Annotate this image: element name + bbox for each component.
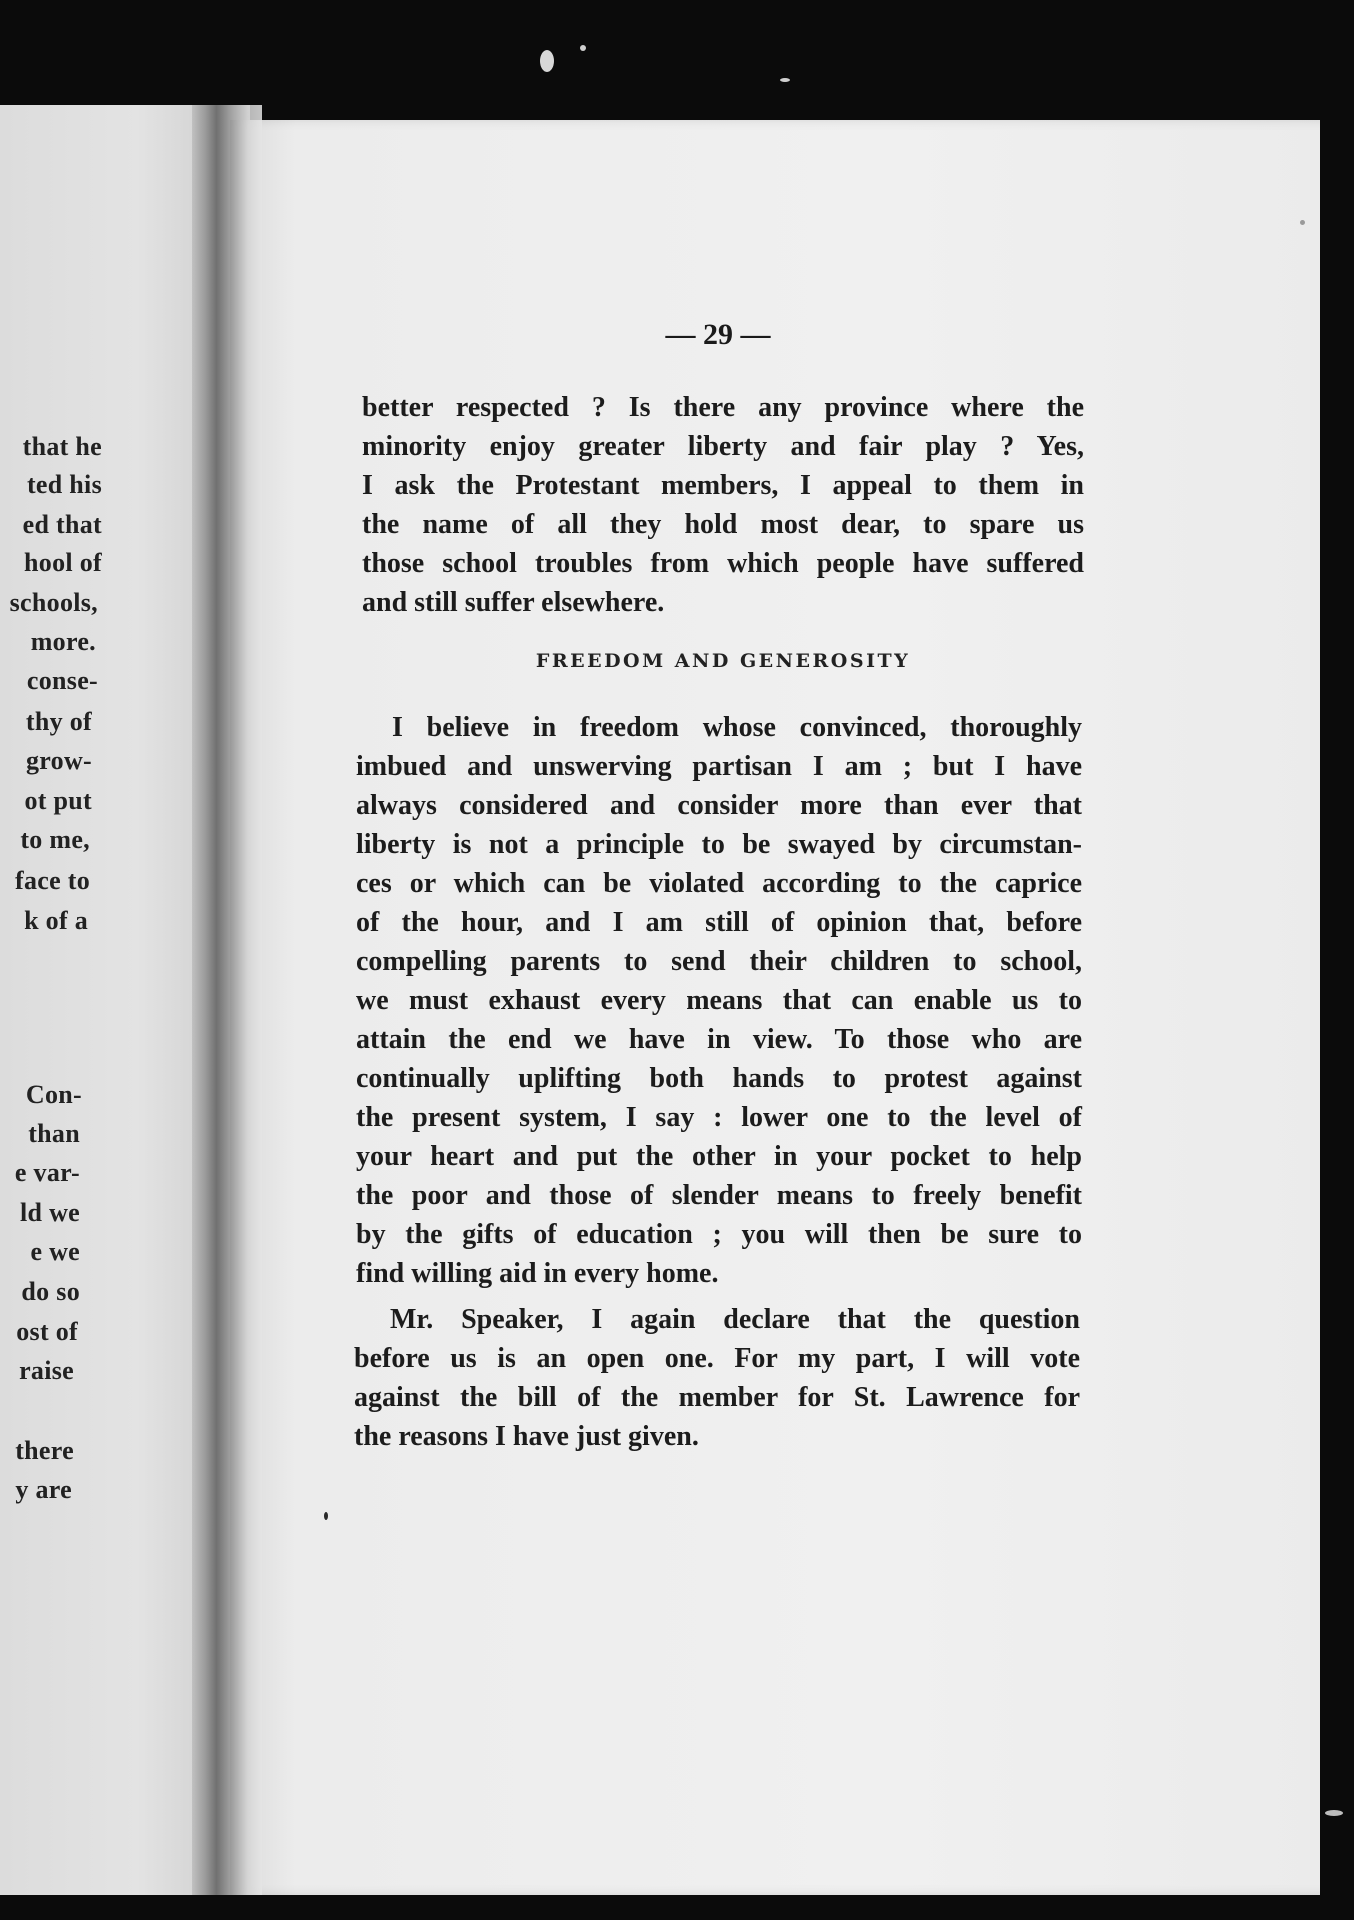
left-page-line: than <box>28 1119 80 1148</box>
text-line: your heart and put the other in your pocket to help <box>356 1141 1082 1172</box>
left-page-line: do so <box>21 1277 80 1306</box>
text-line: attain the end we have in view. To those who are <box>356 1024 1082 1055</box>
text-line: liberty is not a principle to be swayed by circumstan- <box>356 829 1082 860</box>
paragraph-closing <box>354 1300 1080 1456</box>
left-page-line: ed that <box>22 510 102 539</box>
text-line: against the bill of the member for St. Lawrence for <box>354 1382 1080 1413</box>
left-page-line: more. <box>30 627 96 656</box>
left-page-line: e var- <box>14 1158 80 1187</box>
dust-speck <box>540 50 554 72</box>
text-line: by the gifts of education ; you will then be sure to <box>356 1219 1082 1250</box>
text-line: the name of all they hold most dear, to spare us <box>362 509 1084 540</box>
dust-speck <box>780 78 790 82</box>
left-page-line: ot put <box>24 786 92 815</box>
paragraph-freedom <box>356 708 1082 1293</box>
left-page-line: there <box>15 1436 74 1465</box>
text-line: we must exhaust every means that can enable us to <box>356 985 1082 1016</box>
text-line: and still suffer elsewhere. <box>362 587 665 618</box>
left-page-line: y are <box>15 1475 72 1504</box>
left-page-line: k of a <box>24 906 88 935</box>
text-line: the present system, I say : lower one to the level of <box>356 1102 1082 1133</box>
dust-speck <box>580 45 586 51</box>
text-line: I ask the Protestant members, I appeal to them in <box>362 470 1084 501</box>
text-line: those school troubles from which people have suffered <box>362 548 1084 579</box>
text-line: imbued and unswerving partisan I am ; but I have <box>356 751 1082 782</box>
text-line: the reasons I have just given. <box>354 1421 699 1452</box>
left-page-line: to me, <box>20 825 90 854</box>
book-gutter <box>192 105 262 1895</box>
text-line: continually uplifting both hands to protest against <box>356 1063 1082 1094</box>
text-line: always considered and consider more than ever that <box>356 790 1082 821</box>
left-page-line: face to <box>15 866 90 895</box>
left-page-line: grow- <box>25 746 92 775</box>
text-line: ces or which can be violated according to the caprice <box>356 868 1082 899</box>
text-line: before us is an open one. For my part, I will vote <box>354 1343 1080 1374</box>
ink-speck <box>324 1512 328 1520</box>
text-line: Mr. Speaker, I again declare that the question <box>390 1304 1080 1335</box>
page-number: — 29 — <box>665 318 771 351</box>
left-page-line: raise <box>19 1356 74 1385</box>
left-page-line: schools, <box>9 588 98 617</box>
left-page-line: that he <box>22 432 102 461</box>
left-page-line: ost of <box>16 1317 78 1346</box>
dust-speck <box>1325 1810 1343 1816</box>
text-line: minority enjoy greater liberty and fair play ? Yes, <box>362 431 1084 462</box>
left-page-line: conse- <box>26 666 98 695</box>
section-heading: FREEDOM AND GENEROSITY <box>535 650 911 672</box>
dust-speck <box>1300 220 1305 225</box>
left-page-line: e we <box>30 1237 80 1266</box>
text-line: compelling parents to send their children to school, <box>356 946 1082 977</box>
text-line: I believe in freedom whose convinced, thoroughly <box>392 712 1082 743</box>
left-page-line: thy of <box>25 707 92 736</box>
text-line: the poor and those of slender means to freely benefit <box>356 1180 1082 1211</box>
left-page-line: Con- <box>25 1080 82 1109</box>
paragraph-continuation <box>362 388 1084 622</box>
left-page-line: hool of <box>24 548 102 577</box>
text-line: better respected ? Is there any province where the <box>362 392 1084 423</box>
text-line: find willing aid in every home. <box>356 1258 719 1289</box>
left-page-line: ld we <box>20 1198 80 1227</box>
text-line: of the hour, and I am still of opinion that, before <box>356 907 1082 938</box>
left-page-line: ted his <box>26 470 102 499</box>
